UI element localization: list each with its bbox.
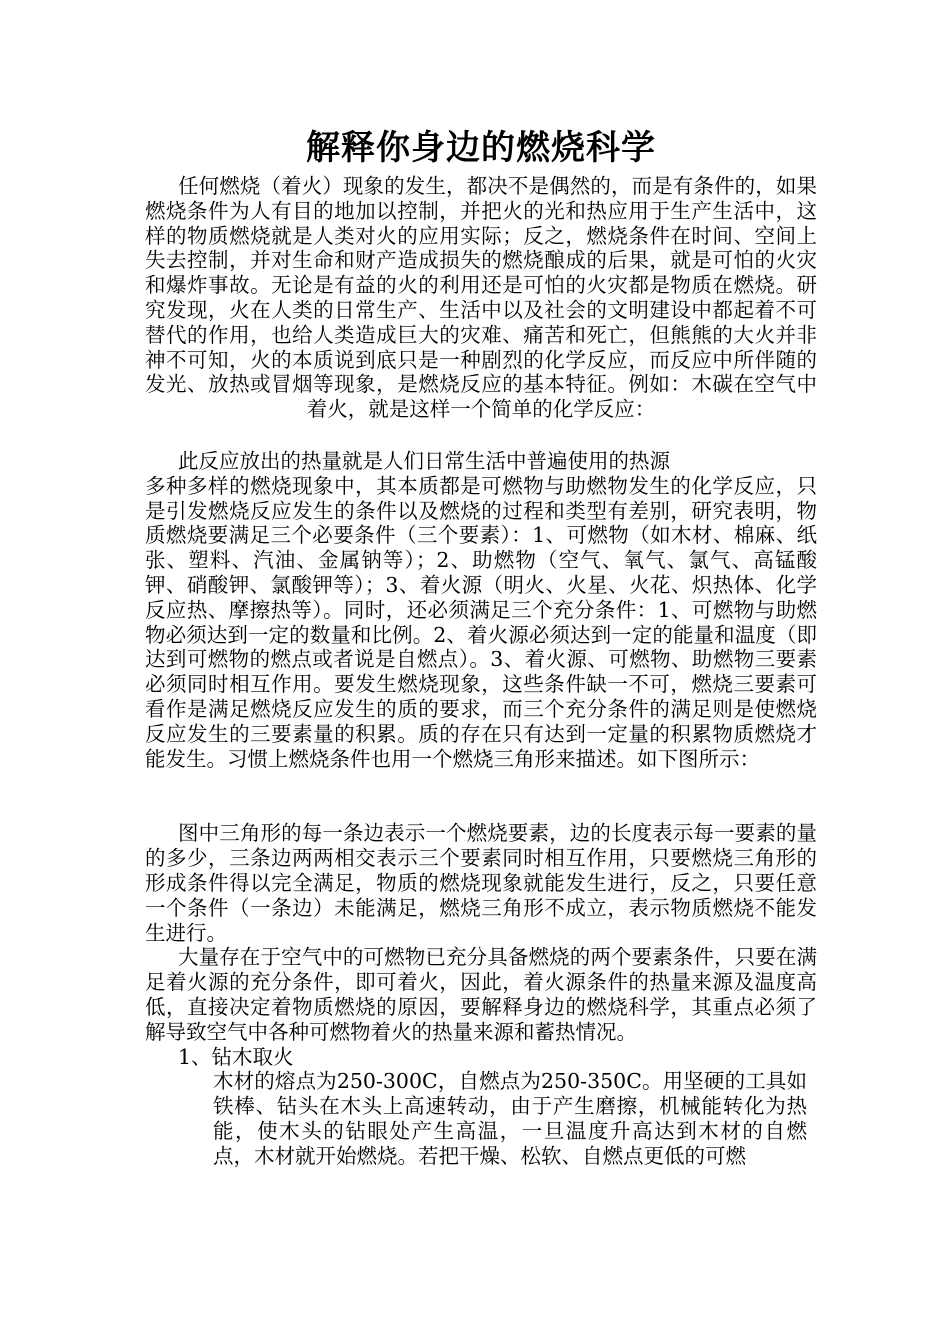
section-body-drill-fire: 木材的熔点为250-300C，自燃点为250-350C。用坚硬的工具如铁棒、钻头在木头上高速转动，由于产生磨擦，机械能转化为热能，使木头的钻眼处产生高温，一旦温度升高达到木材的自燃点，木材就开始燃烧。若把干燥、松软、自燃点更低的可燃 <box>213 1069 807 1168</box>
section-heading-drill-fire: 1、钻木取火 <box>178 1044 294 1069</box>
equation-space <box>145 422 817 449</box>
paragraph-heat-source: 此反应放出的热量就是人们日常生活中普遍使用的热源 <box>178 448 670 473</box>
paragraph-triangle-explanation: 图中三角形的每一条边表示一个燃烧要素，边的长度表示每一要素的量的多少，三条边两两相交表示三个要素同时相互作用，只要燃烧三角形的形成条件得以完全满足，物质的燃烧现象就能发生进行，反之，只要任意一个条件（一条边）未能满足，燃烧三角形不成立，表示物质燃烧不能发生进行。 <box>145 821 817 945</box>
document-page <box>145 122 817 1168</box>
document-title: 解释你身边的燃烧科学 <box>306 128 656 168</box>
figure-space <box>145 771 817 821</box>
paragraph-combustion-conditions: 多种多样的燃烧现象中，其本质都是可燃物与助燃物发生的化学反应，只是引发燃烧反应发生的条件以及燃烧的过程和类型有差别，研究表明，物质燃烧要满足三个必要条件（三个要素）：1、可燃物（如木材、棉麻、纸张、塑料、汽油、金属钠等）；2、助燃物（空气、氧气、氯气、高锰酸钾、硝酸钾、氯酸钾等）；3、着火源（明火、火星、火花、炽热体、化学反应热、摩擦热等）。同时，还必须满足三个充分条件：1、可燃物与助燃物必须达到一定的数量和比例。2、着火源必须达到一定的能量和温度（即达到可燃物的燃点或者说是自燃点）。3、着火源、可燃物、助燃物三要素必须同时相互作用。要发生燃烧现象，这些条件缺一不可，燃烧三要素可看作是满足燃烧反应发生的质的要求，而三个充分条件的满足则是使燃烧反应发生的三要素量的积累。质的存在只有达到一定量的积累物质燃烧才能发生。习惯上燃烧条件也用一个燃烧三角形来描述。如下图所示： <box>145 473 817 771</box>
paragraph-intro: 任何燃烧（着火）现象的发生，都决不是偶然的，而是有条件的，如果燃烧条件为人有目的地加以控制，并把火的光和热应用于生产生活中，这样的物质燃烧就是人类对火的应用实际；反之，燃烧条件在时间、空间上失去控制，并对生命和财产造成损失的燃烧酿成的后果，就是可怕的火灾和爆炸事故。无论是有益的火的利用还是可怕的火灾都是物质在燃烧。研究发现，火在人类的日常生产、生活中以及社会的文明建设中都起着不可替代的作用，也给人类造成巨大的灾难、痛苦和死亡，但熊熊的大火并非神不可知，火的本质说到底只是一种剧烈的化学反应，而反应中所伴随的发光、放热或冒烟等现象，是燃烧反应的基本特征。例如：木碳在空气中着火，就是这样一个简单的化学反应： <box>145 174 817 422</box>
paragraph-ignition-source: 大量存在于空气中的可燃物已充分具备燃烧的两个要素条件，只要在满足着火源的充分条件，即可着火，因此，着火源条件的热量来源及温度高低，直接决定着物质燃烧的原因，要解释身边的燃烧科学，其重点必须了解导致空气中各种可燃物着火的热量来源和蓄热情况。 <box>145 945 817 1044</box>
